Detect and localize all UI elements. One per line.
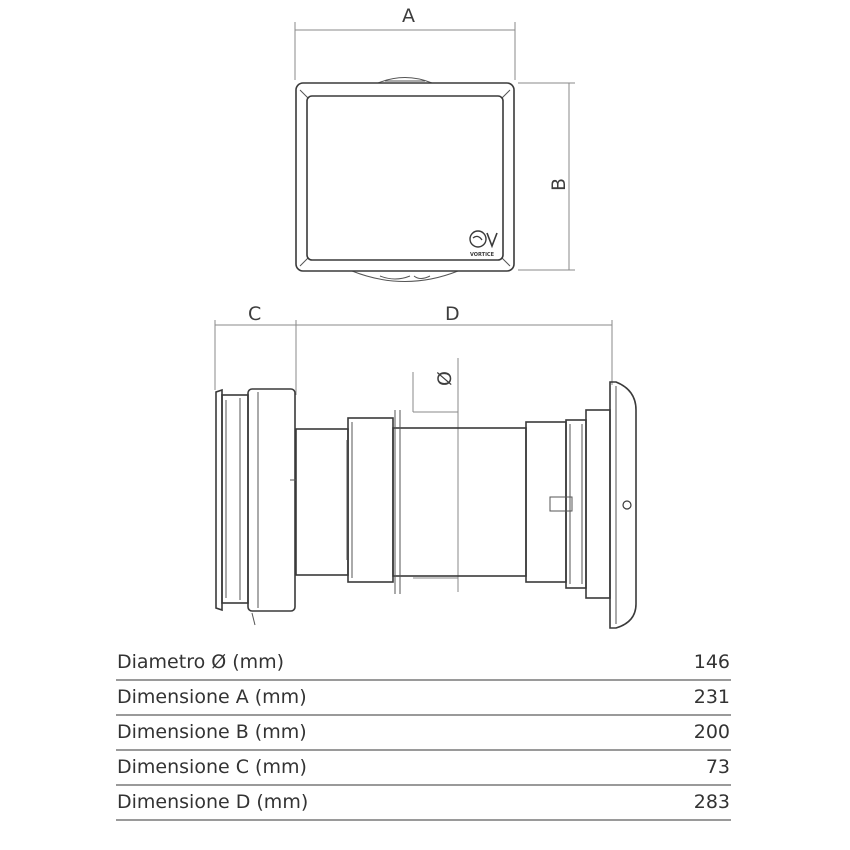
row-value: 146 xyxy=(693,651,730,673)
table-row xyxy=(116,751,731,786)
row-label: Dimensione D (mm) xyxy=(117,791,309,813)
side-view xyxy=(215,303,636,628)
table-row xyxy=(116,786,731,821)
logo-text: VORTICE xyxy=(470,252,495,258)
row-value: 73 xyxy=(705,756,730,778)
row-label: Dimensione B (mm) xyxy=(117,721,307,743)
front-view xyxy=(295,5,575,282)
row-label: Dimensione C (mm) xyxy=(117,756,307,778)
table-row xyxy=(116,716,731,751)
row-value: 231 xyxy=(693,686,730,708)
dimension-label-c: C xyxy=(248,303,262,325)
dimension-label-b: B xyxy=(548,177,570,191)
vortice-logo xyxy=(470,231,497,258)
row-label: Dimensione A (mm) xyxy=(117,686,307,708)
diameter-label: Ø xyxy=(434,371,456,386)
row-label: Diametro Ø (mm) xyxy=(117,651,285,673)
dimension-table xyxy=(116,646,731,821)
table-row xyxy=(116,646,731,681)
row-value: 200 xyxy=(693,721,730,743)
row-value: 283 xyxy=(693,791,730,813)
dimension-label-d: D xyxy=(445,303,460,325)
table-row xyxy=(116,681,731,716)
dimension-label-a: A xyxy=(402,5,415,27)
